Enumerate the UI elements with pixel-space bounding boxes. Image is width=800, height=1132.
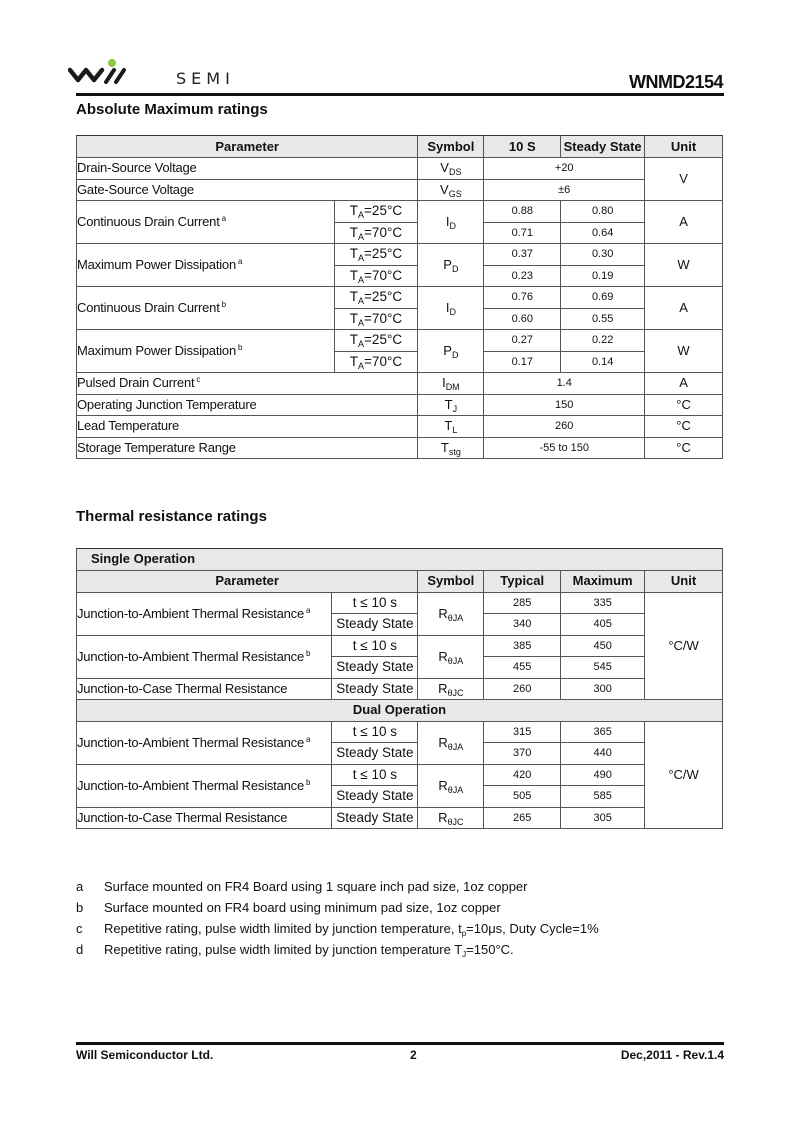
col-header-steady-state: Steady State bbox=[561, 136, 645, 158]
table-row bbox=[77, 721, 723, 743]
value-cell: ±6 bbox=[484, 179, 645, 201]
unit-cell: A bbox=[645, 287, 723, 330]
value-typical: 315 bbox=[484, 721, 561, 743]
unit-cell: V bbox=[645, 158, 723, 201]
col-header-parameter: Parameter bbox=[77, 136, 418, 158]
parameter-cell: Pulsed Drain Current $^c$ bbox=[77, 373, 418, 395]
value-steady-state: 0.19 bbox=[561, 265, 645, 287]
parameter-cell: Junction-to-Ambient Thermal Resistance $^a$ bbox=[77, 721, 332, 764]
unit-cell: °C bbox=[645, 416, 723, 438]
footnote-text: Repetitive rating, pulse width limited by junction temperature, $t_p=10\mu s$, Duty Cycle=1% bbox=[104, 921, 599, 938]
value-cell: 1.4 bbox=[484, 373, 645, 395]
symbol-cell: $R_{\theta JC}$ bbox=[418, 678, 484, 700]
symbol-cell: $I_D$ bbox=[418, 287, 484, 330]
condition-cell: $T_A=25^\circ C$ bbox=[334, 244, 418, 266]
will-semi-logo bbox=[68, 58, 258, 90]
condition-cell: $T_A=25^\circ C$ bbox=[334, 201, 418, 223]
value-typical: 370 bbox=[484, 743, 561, 765]
value-10s: 0.60 bbox=[484, 308, 561, 330]
symbol-cell: $R_{\theta JA}$ bbox=[418, 635, 484, 678]
footnote-ref: a bbox=[238, 257, 243, 266]
footnote-subscript: J bbox=[462, 950, 467, 959]
table-row bbox=[77, 678, 723, 700]
header-row bbox=[77, 570, 723, 592]
value-cell: 150 bbox=[484, 394, 645, 416]
footnote-item bbox=[76, 939, 599, 960]
footnote-ref: a bbox=[221, 214, 226, 223]
value-typical: 505 bbox=[484, 786, 561, 808]
symbol-subscript: D bbox=[451, 264, 459, 274]
table-row bbox=[77, 807, 723, 829]
value-maximum: 545 bbox=[561, 657, 645, 679]
abs-max-title: Absolute Maximum ratings bbox=[76, 101, 268, 118]
symbol-subscript: θJA bbox=[447, 784, 464, 795]
symbol-subscript: J bbox=[452, 403, 458, 414]
header-row bbox=[77, 136, 723, 158]
table-row bbox=[77, 373, 723, 395]
condition-subscript: A bbox=[358, 274, 365, 285]
symbol-subscript: GS bbox=[448, 188, 462, 199]
col-header-parameter: Parameter bbox=[77, 570, 418, 592]
footnote-text: Surface mounted on FR4 board using minimum pad size, 1oz copper bbox=[104, 900, 501, 915]
symbol-subscript: DM bbox=[445, 382, 460, 393]
condition-subscript: A bbox=[358, 296, 365, 307]
footnote-ref: b bbox=[305, 648, 311, 658]
footnote-item bbox=[76, 876, 599, 897]
parameter-cell: Lead Temperature bbox=[77, 416, 418, 438]
value-10s: 0.88 bbox=[484, 201, 561, 223]
symbol-cell: $T_{stg}$ bbox=[418, 437, 484, 459]
footer-rule bbox=[76, 1042, 724, 1045]
col-header-maximum: Maximum bbox=[561, 570, 645, 592]
table-row bbox=[77, 179, 723, 201]
footnotes bbox=[76, 876, 599, 960]
value-10s: 0.23 bbox=[484, 265, 561, 287]
symbol-subscript: D bbox=[449, 221, 456, 231]
parameter-cell: Maximum Power Dissipation $^a$ bbox=[77, 244, 335, 287]
value-typical: 265 bbox=[484, 807, 561, 829]
dual-operation-label: Dual Operation bbox=[77, 700, 723, 722]
footnote-key: c bbox=[76, 921, 83, 936]
part-number: WNMD2154 bbox=[628, 72, 723, 92]
symbol-subscript: θJA bbox=[447, 612, 464, 623]
condition-cell: t ≤ 10 s bbox=[332, 635, 418, 657]
value-steady-state: 0.55 bbox=[561, 308, 645, 330]
value-steady-state: 0.22 bbox=[561, 330, 645, 352]
table-row bbox=[77, 287, 723, 309]
table-row bbox=[77, 437, 723, 459]
header-rule bbox=[76, 93, 724, 96]
value-maximum: 490 bbox=[561, 764, 645, 786]
col-header-symbol: Symbol bbox=[418, 570, 484, 592]
parameter-cell: Junction-to-Ambient Thermal Resistance $^b$ bbox=[77, 764, 332, 807]
value-maximum: 585 bbox=[561, 786, 645, 808]
dual-operation-banner bbox=[77, 700, 723, 722]
condition-cell: Steady State bbox=[332, 807, 418, 829]
col-header-typical: Typical bbox=[484, 570, 561, 592]
symbol-cell: $V_{GS}$ bbox=[418, 179, 484, 201]
condition-cell: $T_A=70^\circ C$ bbox=[334, 308, 418, 330]
value-maximum: 440 bbox=[561, 743, 645, 765]
footnote-text: Repetitive rating, pulse width limited by junction temperature $T_J=150^\circ C$. bbox=[104, 942, 514, 959]
brand-text: SEMI bbox=[176, 69, 235, 88]
condition-subscript: A bbox=[358, 360, 365, 371]
footnote-key: a bbox=[76, 879, 84, 894]
condition-cell: Steady State bbox=[332, 786, 418, 808]
table-row bbox=[77, 764, 723, 786]
value-steady-state: 0.14 bbox=[561, 351, 645, 373]
footnote-ref: b bbox=[238, 343, 243, 352]
condition-subscript: A bbox=[358, 210, 365, 221]
condition-cell: $T_A=70^\circ C$ bbox=[334, 265, 418, 287]
unit-cell: °C/W bbox=[645, 592, 723, 700]
symbol-cell: $T_J$ bbox=[418, 394, 484, 416]
value-maximum: 335 bbox=[561, 592, 645, 614]
symbol-subscript: θJA bbox=[447, 655, 464, 666]
symbol-cell: $T_L$ bbox=[418, 416, 484, 438]
symbol-cell: $I_{DM}$ bbox=[418, 373, 484, 395]
footnote-ref: b bbox=[221, 300, 226, 309]
value-steady-state: 0.69 bbox=[561, 287, 645, 309]
symbol-subscript: D bbox=[451, 350, 459, 360]
condition-subscript: A bbox=[358, 317, 365, 328]
parameter-cell: Operating Junction Temperature bbox=[77, 394, 418, 416]
table-row bbox=[77, 592, 723, 614]
col-header-unit: Unit bbox=[645, 570, 723, 592]
value-steady-state: 0.64 bbox=[561, 222, 645, 244]
symbol-cell: $V_{DS}$ bbox=[418, 158, 484, 180]
value-cell: 260 bbox=[484, 416, 645, 438]
unit-cell: W bbox=[645, 330, 723, 373]
symbol-cell: $R_{\theta JC}$ bbox=[418, 807, 484, 829]
condition-cell: Steady State bbox=[332, 678, 418, 700]
condition-subscript: A bbox=[358, 231, 365, 242]
footnote-ref: a bbox=[305, 605, 311, 615]
value-typical: 285 bbox=[484, 592, 561, 614]
condition-cell: $T_A=70^\circ C$ bbox=[334, 351, 418, 373]
symbol-subscript: θJC bbox=[447, 816, 464, 827]
parameter-cell: Maximum Power Dissipation $^b$ bbox=[77, 330, 335, 373]
value-typical: 260 bbox=[484, 678, 561, 700]
symbol-subscript: L bbox=[452, 425, 458, 436]
table-row bbox=[77, 158, 723, 180]
table-row bbox=[77, 201, 723, 223]
footnote-ref: b bbox=[305, 777, 311, 787]
footnote-item bbox=[76, 918, 599, 939]
parameter-cell: Continuous Drain Current $^a$ bbox=[77, 201, 335, 244]
parameter-cell: Junction-to-Ambient Thermal Resistance $^b$ bbox=[77, 635, 332, 678]
footer-company: Will Semiconductor Ltd. bbox=[76, 1048, 214, 1062]
footer-page-number: 2 bbox=[410, 1048, 417, 1062]
value-typical: 420 bbox=[484, 764, 561, 786]
table-row bbox=[77, 330, 723, 352]
table-row bbox=[77, 244, 723, 266]
single-operation-label: Single Operation bbox=[77, 549, 723, 571]
col-header-symbol: Symbol bbox=[418, 136, 484, 158]
footnote-key: d bbox=[76, 942, 84, 957]
footnote-key: b bbox=[76, 900, 84, 915]
footnote-ref: c bbox=[196, 375, 201, 385]
condition-cell: $T_A=25^\circ C$ bbox=[334, 287, 418, 309]
value-steady-state: 0.80 bbox=[561, 201, 645, 223]
value-maximum: 450 bbox=[561, 635, 645, 657]
value-10s: 0.17 bbox=[484, 351, 561, 373]
table-row bbox=[77, 394, 723, 416]
abs-max-table bbox=[76, 135, 723, 459]
single-operation-banner bbox=[77, 549, 723, 571]
condition-cell: t ≤ 10 s bbox=[332, 764, 418, 786]
parameter-cell: Gate-Source Voltage bbox=[77, 179, 418, 201]
value-maximum: 305 bbox=[561, 807, 645, 829]
unit-cell: °C bbox=[645, 437, 723, 459]
symbol-subscript: stg bbox=[448, 446, 461, 457]
condition-cell: Steady State bbox=[332, 614, 418, 636]
condition-subscript: A bbox=[358, 253, 365, 264]
symbol-cell: $P_D$ bbox=[418, 244, 484, 287]
unit-cell: W bbox=[645, 244, 723, 287]
table-row bbox=[77, 635, 723, 657]
symbol-subscript: D bbox=[449, 307, 456, 317]
parameter-cell: Junction-to-Ambient Thermal Resistance $^a$ bbox=[77, 592, 332, 635]
col-header-10s: 10 S bbox=[484, 136, 561, 158]
footnote-text: Surface mounted on FR4 Board using 1 square inch pad size, 1oz copper bbox=[104, 879, 528, 894]
condition-cell: t ≤ 10 s bbox=[332, 721, 418, 743]
symbol-cell: $I_D$ bbox=[418, 201, 484, 244]
condition-subscript: A bbox=[358, 339, 365, 350]
condition-cell: t ≤ 10 s bbox=[332, 592, 418, 614]
value-typical: 455 bbox=[484, 657, 561, 679]
parameter-cell: Storage Temperature Range bbox=[77, 437, 418, 459]
value-typical: 385 bbox=[484, 635, 561, 657]
value-maximum: 365 bbox=[561, 721, 645, 743]
footnote-item bbox=[76, 897, 599, 918]
symbol-subscript: DS bbox=[448, 167, 462, 178]
value-10s: 0.76 bbox=[484, 287, 561, 309]
parameter-cell: Junction-to-Case Thermal Resistance bbox=[77, 678, 332, 700]
value-steady-state: 0.30 bbox=[561, 244, 645, 266]
value-10s: 0.27 bbox=[484, 330, 561, 352]
value-maximum: 300 bbox=[561, 678, 645, 700]
unit-cell: A bbox=[645, 373, 723, 395]
value-cell: +20 bbox=[484, 158, 645, 180]
symbol-subscript: θJC bbox=[447, 687, 464, 698]
unit-cell: °C/W bbox=[645, 721, 723, 829]
symbol-subscript: θJA bbox=[447, 741, 464, 752]
symbol-cell: $P_D$ bbox=[418, 330, 484, 373]
logo-mark-icon bbox=[68, 58, 168, 90]
table-row bbox=[77, 416, 723, 438]
symbol-cell: $R_{\theta JA}$ bbox=[418, 764, 484, 807]
condition-cell: $T_A=25^\circ C$ bbox=[334, 330, 418, 352]
parameter-cell: Continuous Drain Current $^b$ bbox=[77, 287, 335, 330]
thermal-table bbox=[76, 548, 723, 829]
parameter-cell: Junction-to-Case Thermal Resistance bbox=[77, 807, 332, 829]
value-maximum: 405 bbox=[561, 614, 645, 636]
footnote-subscript: p bbox=[461, 929, 467, 938]
value-10s: 0.37 bbox=[484, 244, 561, 266]
symbol-cell: $R_{\theta JA}$ bbox=[418, 592, 484, 635]
condition-cell: Steady State bbox=[332, 743, 418, 765]
thermal-title: Thermal resistance ratings bbox=[76, 508, 267, 525]
value-10s: 0.71 bbox=[484, 222, 561, 244]
footer-revision: Dec,2011 - Rev.1.4 bbox=[620, 1048, 724, 1062]
footnote-ref: a bbox=[305, 734, 311, 744]
symbol-cell: $R_{\theta JA}$ bbox=[418, 721, 484, 764]
value-cell: -55 to 150 bbox=[484, 437, 645, 459]
col-header-unit: Unit bbox=[645, 136, 723, 158]
unit-cell: °C bbox=[645, 394, 723, 416]
unit-cell: A bbox=[645, 201, 723, 244]
condition-cell: $T_A=70^\circ C$ bbox=[334, 222, 418, 244]
condition-cell: Steady State bbox=[332, 657, 418, 679]
parameter-cell: Drain-Source Voltage bbox=[77, 158, 418, 180]
value-typical: 340 bbox=[484, 614, 561, 636]
